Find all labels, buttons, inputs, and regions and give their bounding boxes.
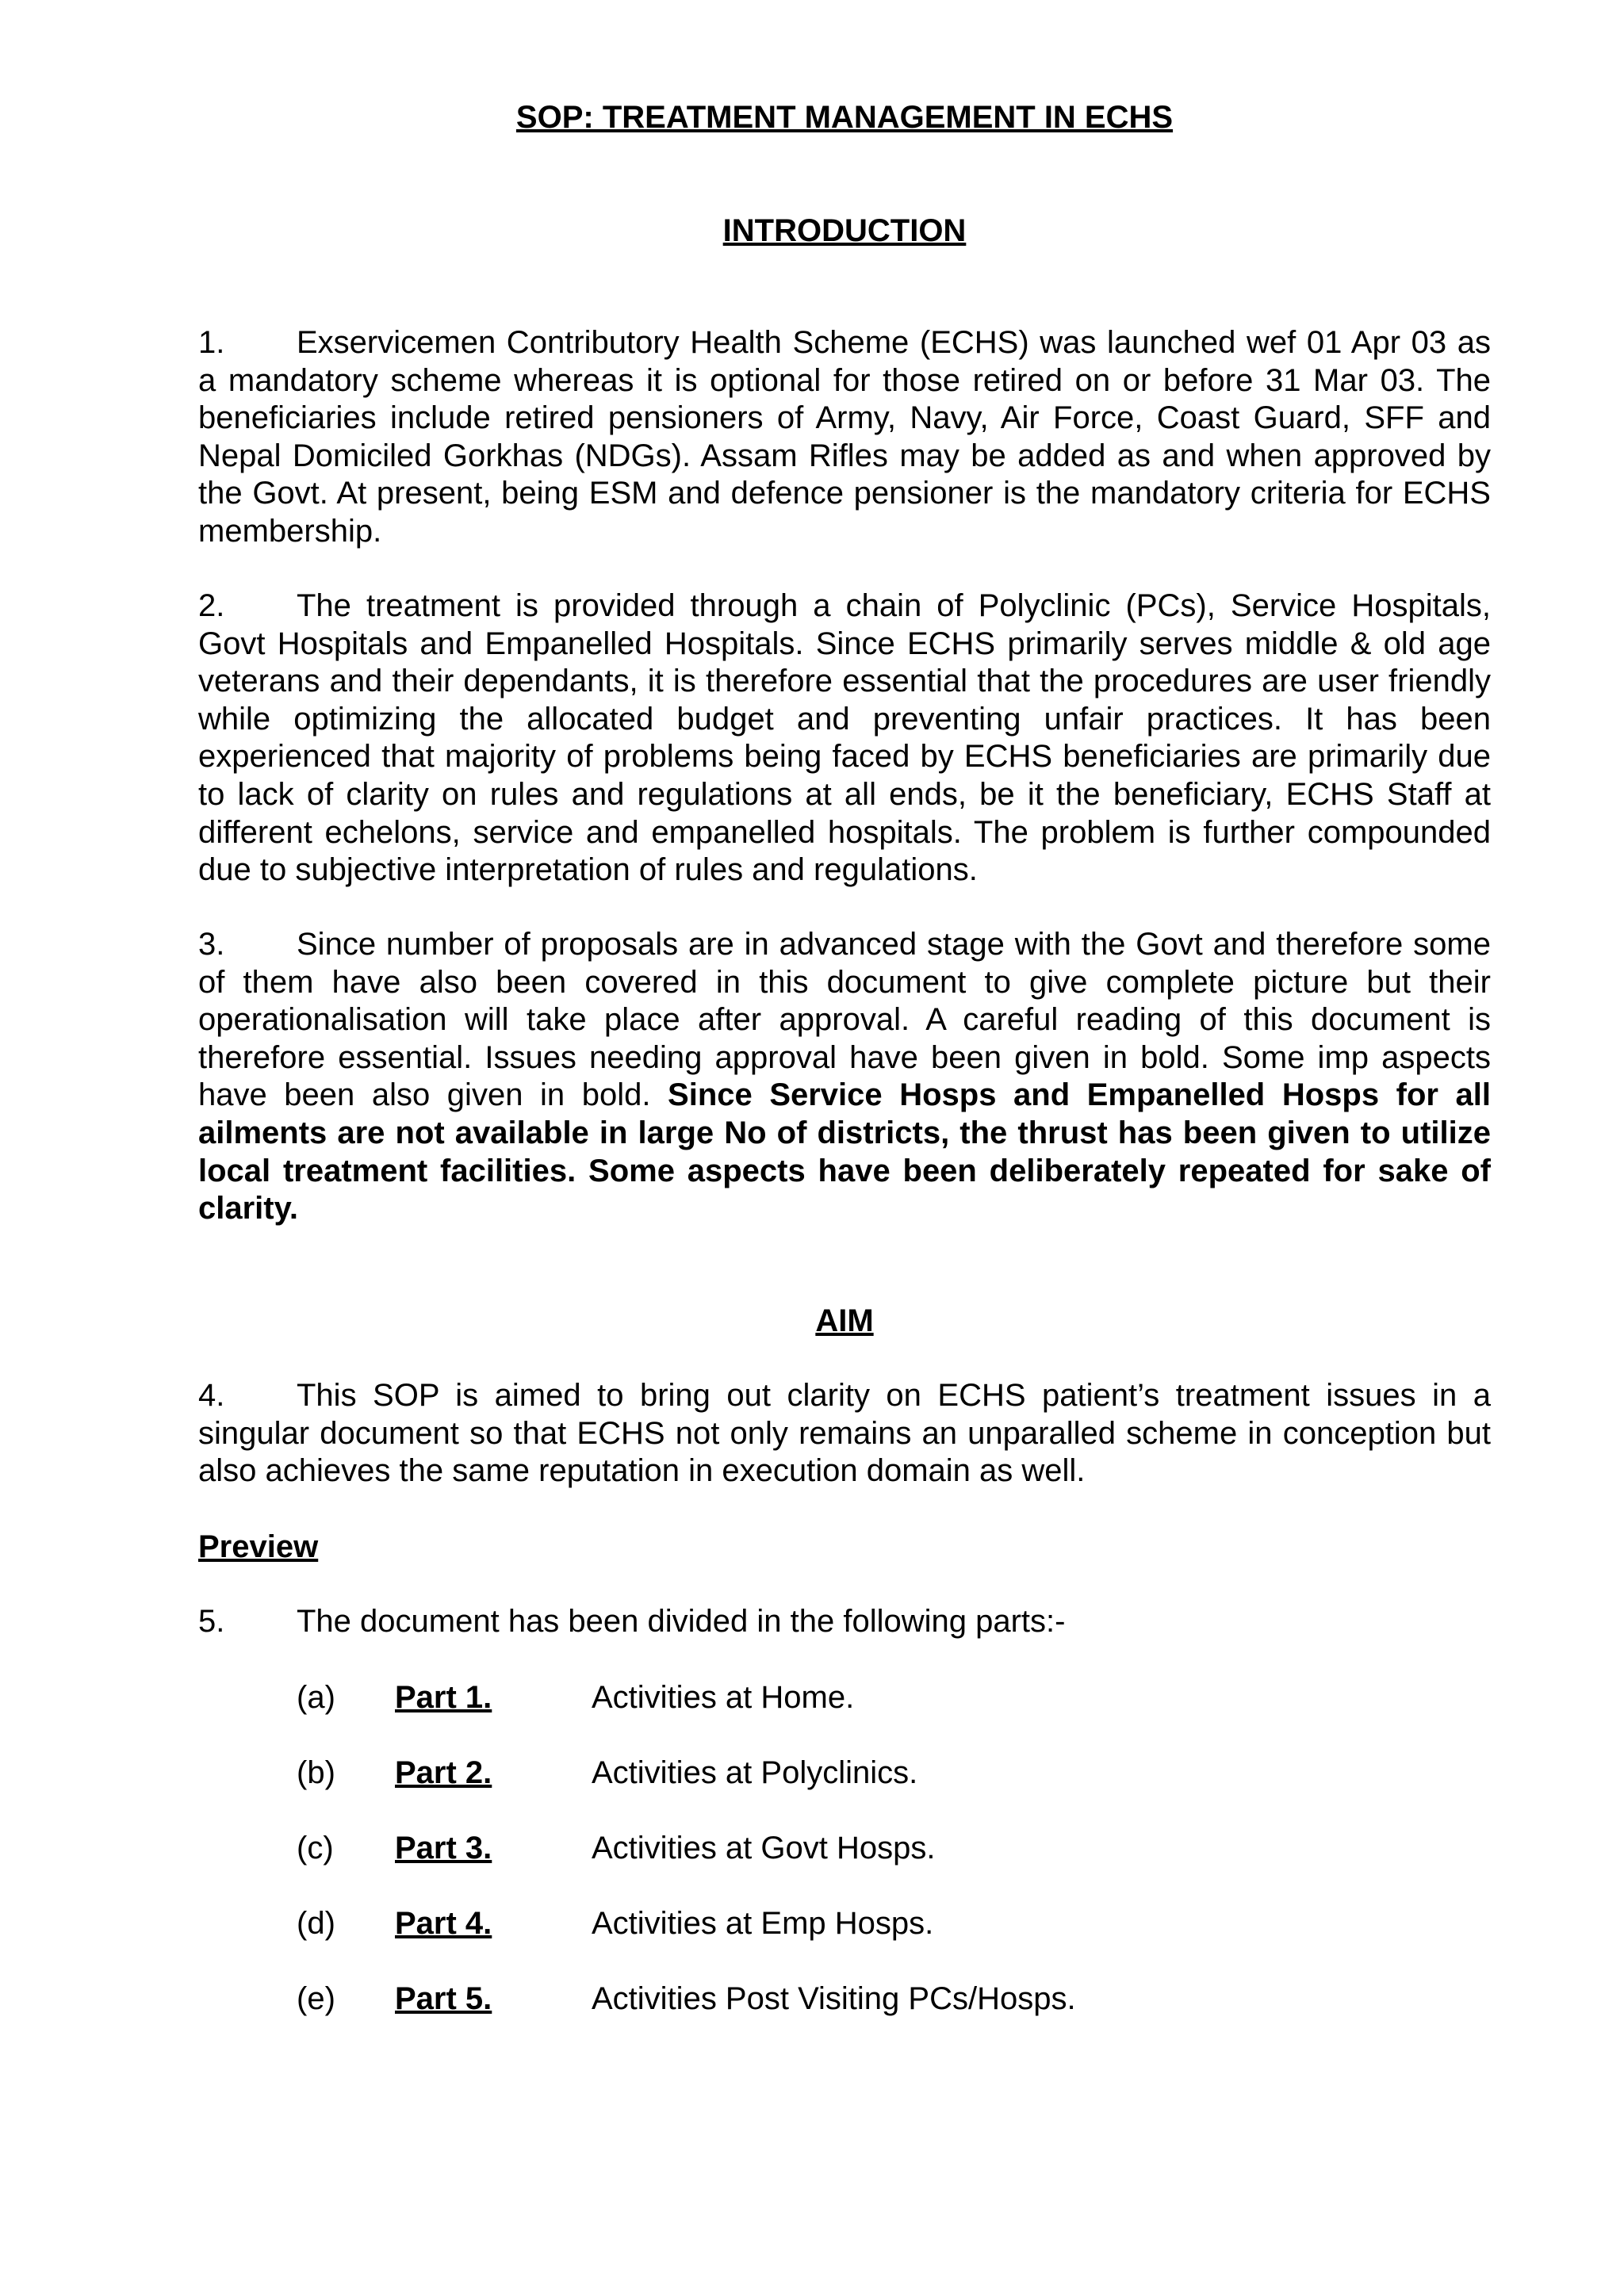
part-list-item (198, 1980, 1491, 2018)
part-letter: (c) (297, 1831, 334, 1866)
part-letter: (a) (297, 1680, 335, 1715)
part-description: Activities at Home. (592, 1680, 855, 1715)
part-label: Part 5. (395, 1981, 492, 2016)
part-list-item (198, 1678, 1491, 1716)
paragraph-4-text: This SOP is aimed to bring out clarity on ECHS patient’s treatment issues in a singular document so that ECHS not only remains an unparalled scheme in conception but also achieves the same reputation in execution domain as well. (198, 1378, 1491, 1489)
aim-heading: AIM (815, 1303, 874, 1338)
paragraph-1-text: Exservicemen Contributory Health Scheme (ECHS) was launched wef 01 Apr 03 as a mandatory scheme whereas it is optional for those retired on or before 31 Mar 03. The beneficiaries include retired pensioners of Army, Navy, Air Force, Coast Guard, SFF and Nepal Domiciled Gorkhas (NDGs). Assam Rifles may be added as and when approved by the Govt. At present, being ESM and defence pensioner is the mandatory criteria for ECHS membership. (198, 325, 1491, 549)
paragraph-5 (198, 1603, 1491, 1641)
paragraph-5-number: 5. (198, 1604, 225, 1639)
part-list-item (198, 1904, 1491, 1942)
part-list-item (198, 1754, 1491, 1792)
paragraph-3 (198, 926, 1491, 1228)
paragraph-4-number: 4. (198, 1378, 225, 1413)
paragraph-2-text: The treatment is provided through a chain of Polyclinic (PCs), Service Hospitals, Govt Hospitals and Empanelled Hospitals. Since ECHS primarily serves middle & old age veterans and their dependants, it is therefore essential that the procedures are user friendly while optimizing the allocated budget and preventing unfair practices. It has been experienced that majority of problems being faced by ECHS beneficiaries are primarily due to lack of clarity on rules and regulations at all ends, be it the beneficiary, ECHS Staff at different echelons, service and empanelled hospitals. The problem is further compounded due to subjective interpretation of rules and regulations. (198, 588, 1491, 888)
paragraph-3-text: Since number of proposals are in advanced stage with the Govt and therefore some of them have also been covered in this document to give complete picture but their operationalisation will take place after approval. A careful reading of this document is therefore essential. Issues needing approval have been given in bold. Some imp aspects have been also given in bold. (198, 927, 1491, 1113)
paragraph-2 (198, 587, 1491, 890)
part-description: Activities Post Visiting PCs/Hosps. (592, 1981, 1076, 2016)
part-label: Part 2. (395, 1755, 492, 1790)
paragraph-3-number: 3. (198, 927, 225, 962)
part-letter: (e) (297, 1981, 335, 2016)
paragraph-2-number: 2. (198, 588, 225, 623)
document-page (198, 0, 1491, 2296)
part-description: Activities at Govt Hosps. (592, 1831, 936, 1866)
part-label: Part 4. (395, 1906, 492, 1941)
paragraph-5-text: The document has been divided in the following parts:- (297, 1604, 1066, 1639)
introduction-heading: INTRODUCTION (722, 213, 967, 248)
part-label: Part 1. (395, 1680, 492, 1715)
paragraph-1-number: 1. (198, 325, 225, 360)
part-letter: (b) (297, 1755, 335, 1790)
document-title: SOP: TREATMENT MANAGEMENT IN ECHS (515, 100, 1174, 135)
part-list-item (198, 1829, 1491, 1867)
part-description: Activities at Polyclinics. (592, 1755, 918, 1790)
part-letter: (d) (297, 1906, 335, 1941)
part-label: Part 3. (395, 1831, 492, 1866)
paragraph-1 (198, 324, 1491, 551)
preview-heading: Preview (198, 1529, 319, 1564)
paragraph-3-bold-text: Since Service Hosps and Empanelled Hosps for all ailments are not available in large No of districts, the thrust has been given to utilize local treatment facilities. Some aspects have been deliberately repeated for sake of clarity. (198, 1077, 1491, 1226)
paragraph-4 (198, 1377, 1491, 1490)
part-description: Activities at Emp Hosps. (592, 1906, 934, 1941)
